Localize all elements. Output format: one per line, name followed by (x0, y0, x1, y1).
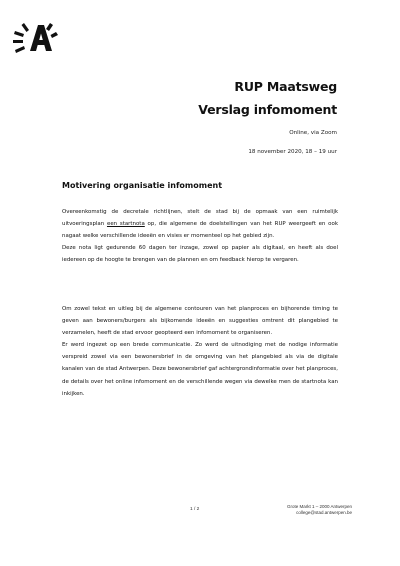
document-title: RUP Maatsweg (234, 79, 337, 94)
paragraph-4: Er werd ingezet op een brede communicatie. Zo werd de uitnodiging met de nodige informatie verspreid zowel via een bewonersbrief in de omgeving van het plangebied als via de digitale kanalen van de stad Antwerpen. Deze bewonersbrief gaf achtergrondinformatie over het planproces, de details over het online infomoment en de verschillende wegen via dewelke men de startnota kan inkijken. (62, 342, 338, 397)
antwerpen-logo-icon (12, 20, 60, 56)
footer-address (287, 504, 352, 515)
body-block-2 (62, 303, 338, 400)
paragraph-3: Om zowel tekst en uitleg bij de algemene contouren van het planproces en bijhorende timing te geven aan bewoners/burgers als bijkomende ideeën en suggesties omtrent dit plangebied te verzamelen, heeft de stad ervoor geopteerd een infomoment te organiseren. (62, 306, 338, 337)
section-heading: Motivering organisatie infomoment (62, 181, 223, 190)
page-number: 1 / 2 (190, 507, 200, 512)
title-block (198, 77, 337, 120)
startnota-link[interactable]: een startnota (106, 221, 145, 228)
meeting-datetime: 18 november 2020, 18 – 19 uur (248, 149, 337, 155)
paragraph-1: Overeenkomstig de decretale richtlijnen, stelt de stad bij de opmaak van een ruimtelijk uitvoeringsplan een startnota op, die algemene de doelstellingen van het RUP weergeeft en ook nagaat welke verschillende ideeën en visies er momenteel op het gebied zijn. (62, 209, 338, 240)
meeting-location: Online, via Zoom (289, 130, 337, 136)
paragraph-2: Deze nota ligt gedurende 60 dagen ter inzage, zowel op papier als digitaal, en heeft als doel iedereen op de hoogte te brengen van de plannen en om feedback hierop te vergaren. (62, 245, 338, 264)
address-email: college@stad.antwerpen.be (296, 509, 352, 515)
document-subtitle: Verslag infomoment (198, 102, 337, 117)
body-block-1 (62, 206, 338, 266)
address-line-1: Grote Markt 1 – 2000 Antwerpen (286, 504, 352, 509)
